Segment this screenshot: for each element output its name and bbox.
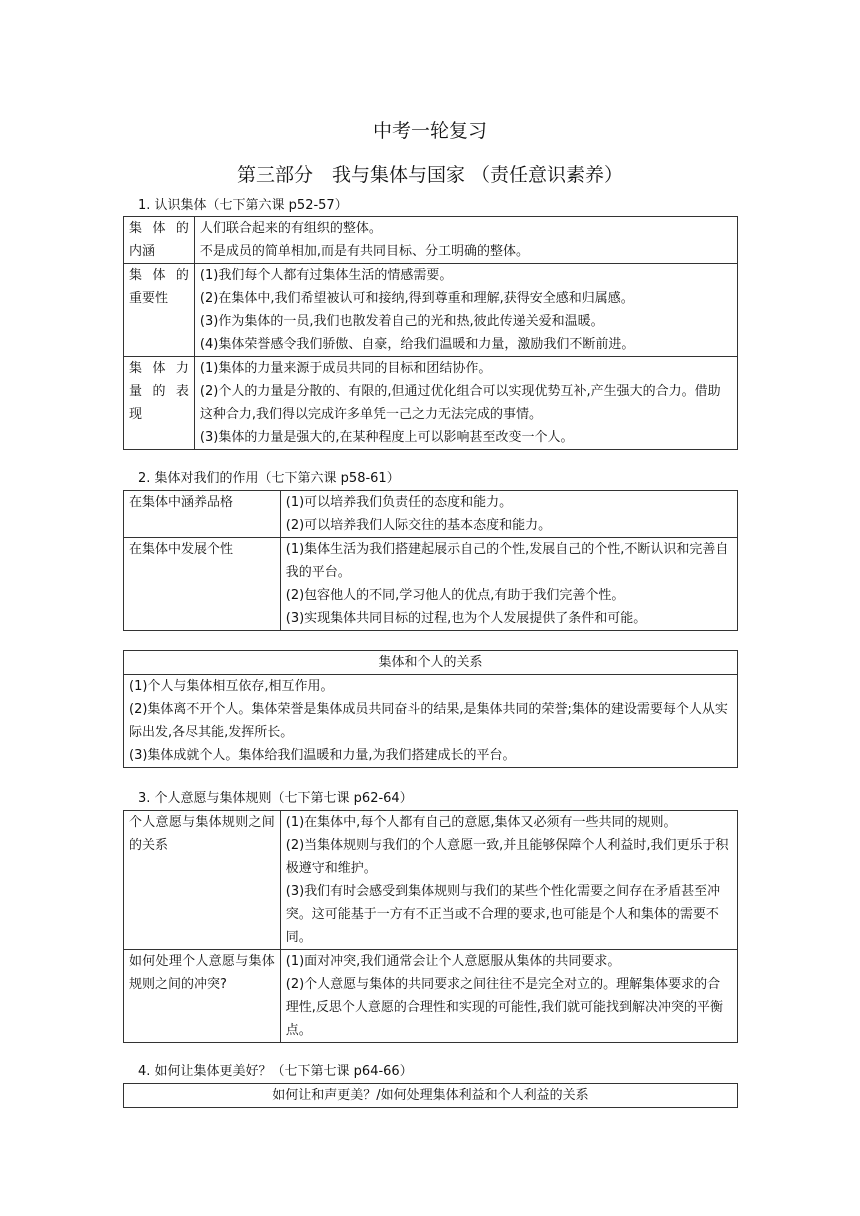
- table-row: [124, 491, 738, 538]
- content-line: (2)个人意愿与集体的共同要求之间往往不是完全对立的。理解集体要求的合理性,反思个人意愿的合理性和实现的可能性,我们就可能找到解决冲突的平衡点。: [285, 977, 724, 1038]
- table-collective-individual-relation: [123, 650, 738, 768]
- content-line: (1)个人与集体相互依存,相互作用。: [129, 679, 334, 694]
- table-harmony: [123, 1083, 738, 1108]
- table-row: [124, 811, 738, 950]
- content-line: (3)实现集体共同目标的过程,也为个人发展提供了条件和可能。: [285, 611, 647, 626]
- content-line: (2)当集体规则与我们的个人意愿一致,并且能够保障个人利益时,我们更乐于积极遵守和维护。: [285, 838, 729, 876]
- row-content: [194, 217, 737, 264]
- content-line: (2)在集体中,我们希望被认可和接纳,得到尊重和理解,获得安全感和归属感。: [199, 291, 634, 306]
- content-line: (2)可以培养我们人际交往的基本态度和能力。: [285, 518, 552, 533]
- table-row: [124, 538, 738, 631]
- section-heading-1: 1. 认识集体（七下第六课 p52-57）: [138, 198, 348, 213]
- table-collective-effect: [123, 490, 738, 631]
- row-content: [194, 264, 737, 357]
- content-line: (2)集体离不开个人。集体荣誉是集体成员共同奋斗的结果,是集体共同的荣誉;集体的建设需要每个人从实际出发,各尽其能,发挥所长。: [129, 702, 728, 740]
- content-line: 人们联合起来的有组织的整体。: [199, 221, 382, 236]
- row-content: [194, 357, 737, 450]
- row-key-importance: 集 体 的 重要性: [124, 264, 195, 357]
- table-collective-understanding: [123, 216, 738, 450]
- content-line: (1)可以培养我们负责任的态度和能力。: [285, 495, 513, 510]
- table-row: [124, 651, 738, 675]
- table-row: [124, 217, 738, 264]
- table-will-and-rules: [123, 810, 738, 1043]
- section-heading-4: 4. 如何让集体更美好？（七下第七课 p64-66）: [138, 1064, 413, 1079]
- row-key-personality: 在集体中发展个性: [124, 538, 281, 631]
- content-line: (3)我们有时会感受到集体规则与我们的某些个性化需要之间存在矛盾甚至冲突。这可能基于一方有不正当或不合理的要求,也可能是个人和集体的需要不同。: [285, 884, 721, 945]
- page-subtitle: 第三部分 我与集体与国家 （责任意识素养）: [236, 164, 624, 186]
- content-line: (1)集体生活为我们搭建起展示自己的个性,发展自己的个性,不断认识和完善自我的平台。: [285, 542, 729, 580]
- content-line: (2)个人的力量是分散的、有限的,但通过优化组合可以实现优势互补,产生强大的合力。借助这种合力,我们得以完成许多单凭一己之力无法完成的事情。: [199, 384, 721, 422]
- row-content: [280, 538, 737, 631]
- table-row: [124, 357, 738, 450]
- content-line: (1)集体的力量来源于成员共同的目标和团结协作。: [199, 361, 492, 376]
- row-key-character: 在集体中涵养品格: [124, 491, 281, 538]
- row-key-relationship: 个人意愿与集体规则之间的关系: [124, 811, 281, 950]
- row-key-connotation: 集 体 的 内涵: [124, 217, 195, 264]
- row-key-conflict: 如何处理个人意愿与集体规则之间的冲突?: [124, 950, 281, 1043]
- harmony-header: 如何让和声更美？/如何处理集体利益和个人利益的关系: [124, 1084, 738, 1108]
- content-line: (1)我们每个人都有过集体生活的情感需要。: [199, 268, 453, 283]
- content-line: (3)集体的力量是强大的,在某种程度上可以影响甚至改变一个人。: [199, 430, 574, 445]
- content-line: (3)作为集体的一员,我们也散发着自己的光和热,彼此传递关爱和温暖。: [199, 314, 604, 329]
- section-heading-2: 2. 集体对我们的作用（七下第六课 p58-61）: [138, 471, 400, 486]
- content-line: (1)面对冲突,我们通常会让个人意愿服从集体的共同要求。: [285, 954, 621, 969]
- row-content: [280, 811, 737, 950]
- table-row: [124, 1084, 738, 1108]
- relation-header: 集体和个人的关系: [124, 651, 738, 675]
- content-line: (4)集体荣誉感令我们骄傲、自豪，给我们温暖和力量，激励我们不断前进。: [199, 337, 635, 352]
- content-line: (1)在集体中,每个人都有自己的意愿,集体又必须有一些共同的规则。: [285, 815, 677, 830]
- row-content: [280, 491, 737, 538]
- table-row: [124, 264, 738, 357]
- relation-content: [124, 675, 738, 768]
- section-heading-3: 3. 个人意愿与集体规则（七下第七课 p62-64）: [138, 791, 413, 806]
- table-row: [124, 675, 738, 768]
- row-content: [280, 950, 737, 1043]
- content-line: (2)包容他人的不同,学习他人的优点,有助于我们完善个性。: [285, 588, 625, 603]
- page-title: 中考一轮复习: [372, 120, 487, 142]
- content-line: 不是成员的简单相加,而是有共同目标、分工明确的整体。: [199, 244, 530, 259]
- content-line: (3)集体成就个人。集体给我们温暖和力量,为我们搭建成长的平台。: [129, 748, 516, 763]
- table-row: [124, 950, 738, 1043]
- row-key-strength: 集 体 力 量 的 表 现: [124, 357, 195, 450]
